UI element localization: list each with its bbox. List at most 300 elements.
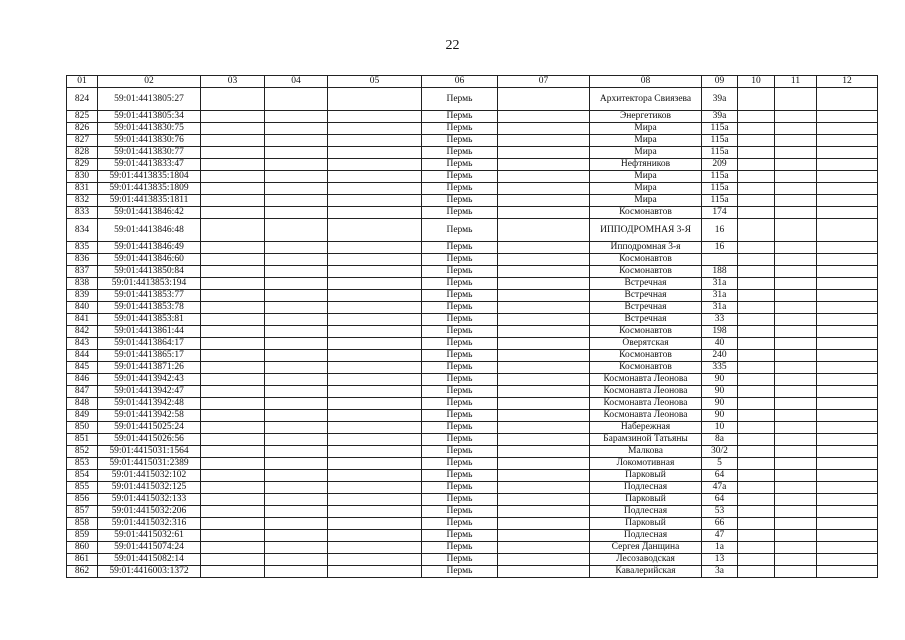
col-12-cell bbox=[817, 195, 878, 207]
city-cell: Пермь bbox=[422, 242, 498, 254]
col-11-cell bbox=[775, 338, 817, 350]
col-04-cell bbox=[265, 88, 328, 111]
house-number-cell: 64 bbox=[702, 494, 738, 506]
col-03-cell bbox=[201, 195, 265, 207]
row-number-cell: 861 bbox=[67, 554, 98, 566]
row-number-cell: 834 bbox=[67, 219, 98, 242]
street-cell: Парковый bbox=[590, 518, 702, 530]
col-03-cell bbox=[201, 183, 265, 195]
col-07-cell bbox=[498, 254, 590, 266]
street-cell: Архитектора Свиязева bbox=[590, 88, 702, 111]
city-cell: Пермь bbox=[422, 446, 498, 458]
street-cell: Барамзиной Татьяны bbox=[590, 434, 702, 446]
row-number-cell: 840 bbox=[67, 302, 98, 314]
col-04-cell bbox=[265, 242, 328, 254]
col-03-cell bbox=[201, 542, 265, 554]
col-04-cell bbox=[265, 374, 328, 386]
city-cell: Пермь bbox=[422, 254, 498, 266]
house-number-cell: 8а bbox=[702, 434, 738, 446]
col-10-cell bbox=[738, 242, 775, 254]
street-cell: Космонавтов bbox=[590, 207, 702, 219]
street-cell: Космонавта Леонова bbox=[590, 386, 702, 398]
col-11-cell bbox=[775, 171, 817, 183]
col-11-cell bbox=[775, 422, 817, 434]
col-12-cell bbox=[817, 458, 878, 470]
col-header-07: 07 bbox=[498, 76, 590, 88]
col-10-cell bbox=[738, 123, 775, 135]
cadastral-number-cell: 59:01:4413853:81 bbox=[98, 314, 201, 326]
row-number-cell: 825 bbox=[67, 111, 98, 123]
col-12-cell bbox=[817, 219, 878, 242]
col-03-cell bbox=[201, 422, 265, 434]
table-row bbox=[67, 530, 878, 542]
col-header-10: 10 bbox=[738, 76, 775, 88]
col-05-cell bbox=[328, 482, 422, 494]
col-03-cell bbox=[201, 350, 265, 362]
col-12-cell bbox=[817, 302, 878, 314]
col-07-cell bbox=[498, 386, 590, 398]
col-10-cell bbox=[738, 482, 775, 494]
col-header-09: 09 bbox=[702, 76, 738, 88]
col-07-cell bbox=[498, 171, 590, 183]
cadastral-number-cell: 59:01:4413942:48 bbox=[98, 398, 201, 410]
row-number-cell: 836 bbox=[67, 254, 98, 266]
col-10-cell bbox=[738, 147, 775, 159]
house-number-cell: 1а bbox=[702, 542, 738, 554]
cadastral-number-cell: 59:01:4415074:24 bbox=[98, 542, 201, 554]
col-12-cell bbox=[817, 446, 878, 458]
col-10-cell bbox=[738, 374, 775, 386]
house-number-cell: 33 bbox=[702, 314, 738, 326]
col-04-cell bbox=[265, 278, 328, 290]
table-row bbox=[67, 111, 878, 123]
col-04-cell bbox=[265, 266, 328, 278]
city-cell: Пермь bbox=[422, 266, 498, 278]
cadastral-number-cell: 59:01:4413942:47 bbox=[98, 386, 201, 398]
col-07-cell bbox=[498, 398, 590, 410]
col-07-cell bbox=[498, 123, 590, 135]
col-04-cell bbox=[265, 542, 328, 554]
street-cell: Энергетиков bbox=[590, 111, 702, 123]
street-cell: Встречная bbox=[590, 302, 702, 314]
col-11-cell bbox=[775, 278, 817, 290]
table-row bbox=[67, 338, 878, 350]
col-05-cell bbox=[328, 386, 422, 398]
col-05-cell bbox=[328, 123, 422, 135]
col-11-cell bbox=[775, 518, 817, 530]
row-number-cell: 843 bbox=[67, 338, 98, 350]
table-row bbox=[67, 183, 878, 195]
house-number-cell: 47а bbox=[702, 482, 738, 494]
col-12-cell bbox=[817, 398, 878, 410]
city-cell: Пермь bbox=[422, 566, 498, 578]
city-cell: Пермь bbox=[422, 171, 498, 183]
col-11-cell bbox=[775, 374, 817, 386]
col-10-cell bbox=[738, 422, 775, 434]
col-03-cell bbox=[201, 554, 265, 566]
cadastral-number-cell: 59:01:4413853:194 bbox=[98, 278, 201, 290]
col-04-cell bbox=[265, 207, 328, 219]
col-07-cell bbox=[498, 195, 590, 207]
col-12-cell bbox=[817, 410, 878, 422]
col-07-cell bbox=[498, 159, 590, 171]
cadastral-number-cell: 59:01:4413835:1811 bbox=[98, 195, 201, 207]
col-11-cell bbox=[775, 111, 817, 123]
table-row bbox=[67, 135, 878, 147]
col-10-cell bbox=[738, 314, 775, 326]
col-04-cell bbox=[265, 518, 328, 530]
street-cell: Мира bbox=[590, 171, 702, 183]
col-12-cell bbox=[817, 338, 878, 350]
col-10-cell bbox=[738, 326, 775, 338]
cadastral-number-cell: 59:01:4413846:48 bbox=[98, 219, 201, 242]
table-row bbox=[67, 207, 878, 219]
col-11-cell bbox=[775, 458, 817, 470]
street-cell: Подлесная bbox=[590, 506, 702, 518]
col-05-cell bbox=[328, 446, 422, 458]
col-10-cell bbox=[738, 362, 775, 374]
col-11-cell bbox=[775, 207, 817, 219]
col-03-cell bbox=[201, 266, 265, 278]
col-03-cell bbox=[201, 434, 265, 446]
cadastral-number-cell: 59:01:4413861:44 bbox=[98, 326, 201, 338]
col-12-cell bbox=[817, 278, 878, 290]
col-05-cell bbox=[328, 494, 422, 506]
col-03-cell bbox=[201, 386, 265, 398]
city-cell: Пермь bbox=[422, 159, 498, 171]
city-cell: Пермь bbox=[422, 111, 498, 123]
col-07-cell bbox=[498, 566, 590, 578]
house-number-cell: 3а bbox=[702, 566, 738, 578]
col-04-cell bbox=[265, 386, 328, 398]
table-row bbox=[67, 470, 878, 482]
table-row bbox=[67, 458, 878, 470]
house-number-cell: 66 bbox=[702, 518, 738, 530]
col-04-cell bbox=[265, 302, 328, 314]
house-number-cell: 53 bbox=[702, 506, 738, 518]
row-number-cell: 845 bbox=[67, 362, 98, 374]
col-05-cell bbox=[328, 350, 422, 362]
col-04-cell bbox=[265, 171, 328, 183]
col-07-cell bbox=[498, 111, 590, 123]
col-07-cell bbox=[498, 434, 590, 446]
col-04-cell bbox=[265, 147, 328, 159]
city-cell: Пермь bbox=[422, 374, 498, 386]
table-row bbox=[67, 266, 878, 278]
col-07-cell bbox=[498, 183, 590, 195]
col-05-cell bbox=[328, 135, 422, 147]
col-12-cell bbox=[817, 326, 878, 338]
street-cell: Встречная bbox=[590, 278, 702, 290]
col-12-cell bbox=[817, 135, 878, 147]
col-03-cell bbox=[201, 494, 265, 506]
col-10-cell bbox=[738, 183, 775, 195]
table-row bbox=[67, 302, 878, 314]
table-row bbox=[67, 374, 878, 386]
city-cell: Пермь bbox=[422, 123, 498, 135]
city-cell: Пермь bbox=[422, 458, 498, 470]
col-07-cell bbox=[498, 278, 590, 290]
col-03-cell bbox=[201, 135, 265, 147]
col-07-cell bbox=[498, 482, 590, 494]
house-number-cell: 31а bbox=[702, 290, 738, 302]
col-05-cell bbox=[328, 254, 422, 266]
col-03-cell bbox=[201, 374, 265, 386]
table-row bbox=[67, 195, 878, 207]
col-10-cell bbox=[738, 254, 775, 266]
col-10-cell bbox=[738, 338, 775, 350]
house-number-cell: 39а bbox=[702, 88, 738, 111]
col-12-cell bbox=[817, 566, 878, 578]
row-number-cell: 850 bbox=[67, 422, 98, 434]
city-cell: Пермь bbox=[422, 518, 498, 530]
col-12-cell bbox=[817, 123, 878, 135]
street-cell: Космонавтов bbox=[590, 362, 702, 374]
col-11-cell bbox=[775, 494, 817, 506]
city-cell: Пермь bbox=[422, 147, 498, 159]
table-row bbox=[67, 219, 878, 242]
col-10-cell bbox=[738, 386, 775, 398]
col-05-cell bbox=[328, 422, 422, 434]
house-number-cell bbox=[702, 254, 738, 266]
col-12-cell bbox=[817, 242, 878, 254]
col-11-cell bbox=[775, 410, 817, 422]
cadastral-number-cell: 59:01:4415032:125 bbox=[98, 482, 201, 494]
col-07-cell bbox=[498, 518, 590, 530]
table-row bbox=[67, 554, 878, 566]
col-04-cell bbox=[265, 350, 328, 362]
cadastral-number-cell: 59:01:4415026:56 bbox=[98, 434, 201, 446]
street-cell: Сергея Данщина bbox=[590, 542, 702, 554]
col-07-cell bbox=[498, 147, 590, 159]
table-row bbox=[67, 290, 878, 302]
col-03-cell bbox=[201, 254, 265, 266]
col-11-cell bbox=[775, 135, 817, 147]
row-number-cell: 829 bbox=[67, 159, 98, 171]
col-10-cell bbox=[738, 219, 775, 242]
col-03-cell bbox=[201, 147, 265, 159]
house-number-cell: 64 bbox=[702, 470, 738, 482]
house-number-cell: 16 bbox=[702, 219, 738, 242]
col-03-cell bbox=[201, 123, 265, 135]
col-07-cell bbox=[498, 88, 590, 111]
city-cell: Пермь bbox=[422, 506, 498, 518]
col-05-cell bbox=[328, 266, 422, 278]
house-number-cell: 10 bbox=[702, 422, 738, 434]
cadastral-number-cell: 59:01:4415032:206 bbox=[98, 506, 201, 518]
cadastral-number-cell: 59:01:4413833:47 bbox=[98, 159, 201, 171]
row-number-cell: 846 bbox=[67, 374, 98, 386]
col-11-cell bbox=[775, 290, 817, 302]
street-cell: Космонавта Леонова bbox=[590, 410, 702, 422]
cadastral-number-cell: 59:01:4413846:60 bbox=[98, 254, 201, 266]
col-11-cell bbox=[775, 482, 817, 494]
cadastral-number-cell: 59:01:4413830:75 bbox=[98, 123, 201, 135]
col-05-cell bbox=[328, 374, 422, 386]
row-number-cell: 847 bbox=[67, 386, 98, 398]
street-cell: Подлесная bbox=[590, 482, 702, 494]
col-12-cell bbox=[817, 266, 878, 278]
col-12-cell bbox=[817, 362, 878, 374]
col-12-cell bbox=[817, 350, 878, 362]
col-11-cell bbox=[775, 362, 817, 374]
col-11-cell bbox=[775, 314, 817, 326]
city-cell: Пермь bbox=[422, 278, 498, 290]
city-cell: Пермь bbox=[422, 398, 498, 410]
col-04-cell bbox=[265, 290, 328, 302]
row-number-cell: 859 bbox=[67, 530, 98, 542]
street-cell: ИППОДРОМНАЯ 3-Я bbox=[590, 219, 702, 242]
row-number-cell: 831 bbox=[67, 183, 98, 195]
col-12-cell bbox=[817, 386, 878, 398]
city-cell: Пермь bbox=[422, 88, 498, 111]
col-05-cell bbox=[328, 326, 422, 338]
col-11-cell bbox=[775, 398, 817, 410]
col-04-cell bbox=[265, 446, 328, 458]
city-cell: Пермь bbox=[422, 338, 498, 350]
house-number-cell: 240 bbox=[702, 350, 738, 362]
row-number-cell: 827 bbox=[67, 135, 98, 147]
col-04-cell bbox=[265, 470, 328, 482]
col-04-cell bbox=[265, 458, 328, 470]
col-03-cell bbox=[201, 219, 265, 242]
col-07-cell bbox=[498, 362, 590, 374]
col-04-cell bbox=[265, 482, 328, 494]
col-05-cell bbox=[328, 88, 422, 111]
col-12-cell bbox=[817, 482, 878, 494]
col-10-cell bbox=[738, 159, 775, 171]
col-03-cell bbox=[201, 290, 265, 302]
city-cell: Пермь bbox=[422, 434, 498, 446]
col-05-cell bbox=[328, 434, 422, 446]
col-07-cell bbox=[498, 458, 590, 470]
col-11-cell bbox=[775, 542, 817, 554]
cadastral-number-cell: 59:01:4415032:316 bbox=[98, 518, 201, 530]
col-05-cell bbox=[328, 159, 422, 171]
col-10-cell bbox=[738, 290, 775, 302]
col-10-cell bbox=[738, 566, 775, 578]
city-cell: Пермь bbox=[422, 362, 498, 374]
row-number-cell: 862 bbox=[67, 566, 98, 578]
street-cell: Парковый bbox=[590, 494, 702, 506]
house-number-cell: 5 bbox=[702, 458, 738, 470]
cadastral-number-cell: 59:01:4413850:84 bbox=[98, 266, 201, 278]
col-04-cell bbox=[265, 410, 328, 422]
col-05-cell bbox=[328, 219, 422, 242]
col-header-02: 02 bbox=[98, 76, 201, 88]
col-12-cell bbox=[817, 207, 878, 219]
table-row bbox=[67, 88, 878, 111]
col-03-cell bbox=[201, 362, 265, 374]
col-10-cell bbox=[738, 446, 775, 458]
col-11-cell bbox=[775, 566, 817, 578]
city-cell: Пермь bbox=[422, 183, 498, 195]
col-04-cell bbox=[265, 422, 328, 434]
register-table bbox=[66, 75, 878, 578]
col-03-cell bbox=[201, 159, 265, 171]
col-11-cell bbox=[775, 530, 817, 542]
row-number-cell: 860 bbox=[67, 542, 98, 554]
col-03-cell bbox=[201, 410, 265, 422]
house-number-cell: 174 bbox=[702, 207, 738, 219]
col-05-cell bbox=[328, 530, 422, 542]
col-07-cell bbox=[498, 446, 590, 458]
col-12-cell bbox=[817, 374, 878, 386]
city-cell: Пермь bbox=[422, 494, 498, 506]
city-cell: Пермь bbox=[422, 314, 498, 326]
house-number-cell: 115а bbox=[702, 123, 738, 135]
city-cell: Пермь bbox=[422, 386, 498, 398]
col-04-cell bbox=[265, 326, 328, 338]
col-05-cell bbox=[328, 183, 422, 195]
col-07-cell bbox=[498, 422, 590, 434]
house-number-cell: 90 bbox=[702, 374, 738, 386]
col-10-cell bbox=[738, 494, 775, 506]
house-number-cell: 31а bbox=[702, 278, 738, 290]
table-body bbox=[67, 88, 878, 578]
house-number-cell: 47 bbox=[702, 530, 738, 542]
col-10-cell bbox=[738, 434, 775, 446]
table-row bbox=[67, 159, 878, 171]
street-cell: Космонавта Леонова bbox=[590, 374, 702, 386]
col-05-cell bbox=[328, 458, 422, 470]
col-05-cell bbox=[328, 362, 422, 374]
cadastral-number-cell: 59:01:4413942:43 bbox=[98, 374, 201, 386]
city-cell: Пермь bbox=[422, 290, 498, 302]
cadastral-number-cell: 59:01:4413830:77 bbox=[98, 147, 201, 159]
street-cell: Космонавтов bbox=[590, 350, 702, 362]
col-05-cell bbox=[328, 470, 422, 482]
cadastral-number-cell: 59:01:4413805:27 bbox=[98, 88, 201, 111]
street-cell: Парковый bbox=[590, 470, 702, 482]
col-07-cell bbox=[498, 242, 590, 254]
city-cell: Пермь bbox=[422, 219, 498, 242]
col-12-cell bbox=[817, 111, 878, 123]
col-10-cell bbox=[738, 278, 775, 290]
col-07-cell bbox=[498, 410, 590, 422]
col-12-cell bbox=[817, 518, 878, 530]
col-12-cell bbox=[817, 147, 878, 159]
row-number-cell: 854 bbox=[67, 470, 98, 482]
house-number-cell: 90 bbox=[702, 386, 738, 398]
col-05-cell bbox=[328, 290, 422, 302]
col-03-cell bbox=[201, 398, 265, 410]
col-10-cell bbox=[738, 207, 775, 219]
col-11-cell bbox=[775, 266, 817, 278]
col-03-cell bbox=[201, 302, 265, 314]
house-number-cell: 40 bbox=[702, 338, 738, 350]
house-number-cell: 115а bbox=[702, 135, 738, 147]
cadastral-number-cell: 59:01:4415032:102 bbox=[98, 470, 201, 482]
city-cell: Пермь bbox=[422, 135, 498, 147]
city-cell: Пермь bbox=[422, 422, 498, 434]
cadastral-number-cell: 59:01:4413864:17 bbox=[98, 338, 201, 350]
row-number-cell: 828 bbox=[67, 147, 98, 159]
col-04-cell bbox=[265, 566, 328, 578]
table-row bbox=[67, 518, 878, 530]
col-07-cell bbox=[498, 266, 590, 278]
col-11-cell bbox=[775, 506, 817, 518]
col-05-cell bbox=[328, 314, 422, 326]
col-12-cell bbox=[817, 422, 878, 434]
house-number-cell: 115а bbox=[702, 147, 738, 159]
table-row bbox=[67, 398, 878, 410]
col-04-cell bbox=[265, 183, 328, 195]
col-05-cell bbox=[328, 278, 422, 290]
col-12-cell bbox=[817, 434, 878, 446]
table-row bbox=[67, 362, 878, 374]
city-cell: Пермь bbox=[422, 207, 498, 219]
